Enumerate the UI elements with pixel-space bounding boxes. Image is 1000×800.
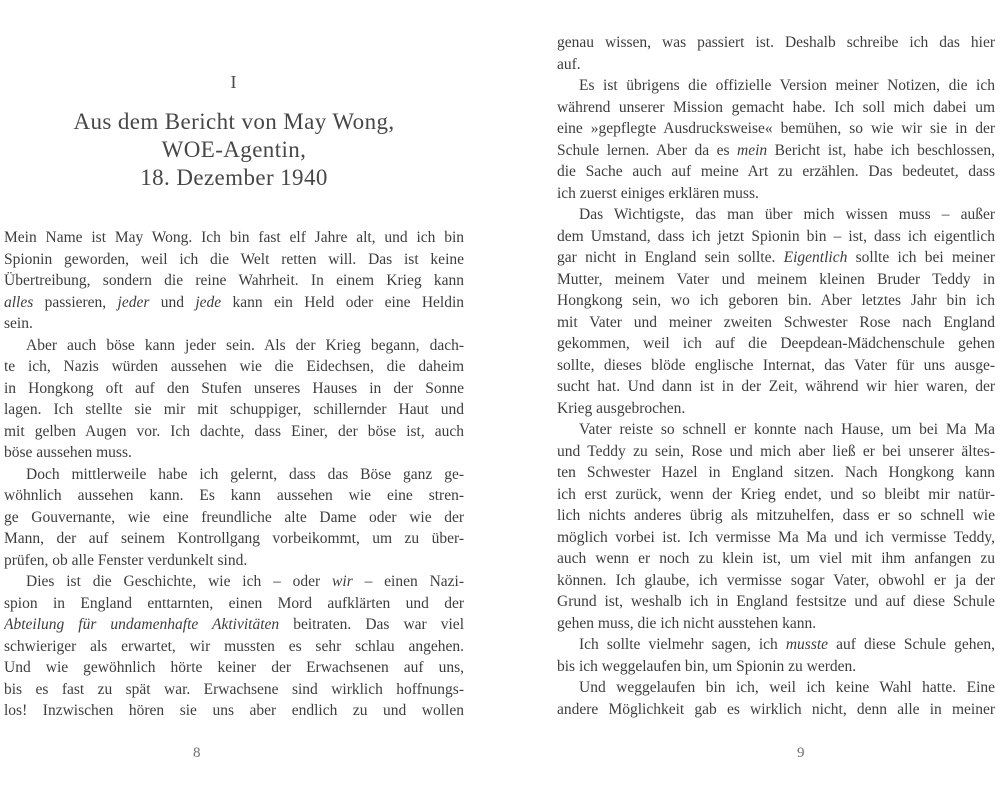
text-line: sollte, dieses blöde englische Internat, das Vater für uns ausge- [557, 356, 995, 374]
text-line: Spionin geworden, weil ich die Welt retten will. Das ist keine [4, 250, 464, 268]
text-line: mit gelben Augen vor. Ich dachte, dass Einer, der böse ist, auch [4, 422, 464, 440]
text-line: eine »gepflegte Ausdrucksweise« bemühen, so wie wir sie in der [557, 120, 995, 137]
text-line: Es ist übrigens die offizielle Version meiner Notizen, die ich [579, 77, 995, 94]
paragraph [4, 571, 464, 722]
text-line: Hongkong sein, wo ich geboren bin. Aber letztes Jahr bin ich [557, 292, 995, 309]
text-line: mit Vater und meiner zweiten Schwester Rose nach England [557, 313, 995, 331]
paragraph [4, 227, 464, 335]
text-line: Aber auch böse kann jeder sein. Als der Krieg begann, dach- [26, 336, 464, 354]
text-line: gehen muss, die ich nicht ausstehen kann. [557, 614, 817, 632]
text-line: Mutter, meinem Vater und meinem kleinen Bruder Teddy in [557, 270, 995, 288]
chapter-title [4, 108, 464, 192]
chapter-title-line-2: WOE-Agentin, [161, 137, 307, 162]
text-line: böse aussehen muss. [4, 444, 132, 461]
paragraph [4, 464, 464, 572]
paragraph [557, 419, 995, 634]
text-line: in Hongkong oft auf den Stufen unseres Hauses in der Sonne [4, 379, 464, 397]
text-line: lagen. Ich stellte sie mir mit schuppiger, schillernder Haut und [4, 401, 464, 418]
text-line: Doch mittlerweile habe ich gelernt, dass das Böse ganz ge- [26, 465, 464, 483]
text-line: ge Gouvernante, wie eine freundliche alte Dame oder wie der [4, 508, 464, 526]
chapter-title-line-1: Aus dem Bericht von May Wong, [73, 109, 395, 134]
text-line: auf. [557, 55, 581, 73]
left-page [4, 0, 464, 800]
text-line: die Sache auch auf meine Art zu erzählen. Das bedeutet, dass [557, 163, 995, 180]
text-line: und Teddy zu sein, Rose und mich aber ließ er bei unserer ältes- [557, 442, 995, 460]
text-line: Übertreibung, sondern die reine Wahrheit. In einem Krieg kann [4, 272, 464, 289]
text-line: Schule lernen. Aber da es mein Bericht ist, habe ich beschlossen, [557, 141, 995, 159]
text-line: ten Schwester Hazel in England sitzen. Nach Hongkong kann [557, 464, 995, 481]
text-line: Und wie gewöhnlich hörte keiner der Erwachsenen auf uns, [4, 659, 464, 676]
text-line: wöhnlich aussehen kann. Es kann aussehen wie eine stren- [4, 487, 464, 504]
text-line: Krieg ausgebrochen. [557, 399, 686, 417]
text-line: lich nichts anderes übrig als mitzuhelfen, dass er so schnell wie [557, 507, 995, 524]
text-line: genau wissen, was passiert ist. Deshalb schreibe ich das hier [557, 34, 995, 51]
text-line: ich erst zurück, wenn der Krieg endet, und so bleibt mir natür- [557, 485, 995, 503]
text-line: gekommen, weil ich auf die Deepdean-Mädchenschule gehen [557, 335, 995, 352]
text-line: können. Ich glaube, ich vermisse sogar Vater, obwohl er ja der [557, 571, 995, 589]
text-line: Dies ist die Geschichte, wie ich – oder wir – einen Nazi- [26, 573, 464, 590]
page-number-left: 8 [193, 745, 201, 761]
text-line: schwieriger als erwartet, wir mussten es sehr schlau angehen. [4, 637, 464, 655]
paragraph [557, 75, 995, 204]
text-line: andere Möglichkeit gab es wirklich nicht, denn alle in meiner [557, 700, 995, 718]
page-number-right: 9 [797, 745, 805, 761]
text-line: Vater reiste so schnell er konnte nach Hause, um bei Ma Ma [579, 421, 995, 438]
text-line: Grund ist, weshalb ich in England festsitze und auf diese Schule [557, 593, 995, 610]
text-line: gar nicht in England sein sollte. Eigentlich sollte ich bei meiner [557, 249, 995, 266]
text-line: dem Umstand, dass ich jetzt Spionin bin – ist, dass ich eigentlich [557, 227, 995, 245]
chapter-title-line-3: 18. Dezember 1940 [140, 165, 328, 190]
text-line: ich zuerst einiges erklären muss. [557, 184, 759, 202]
text-line: Mein Name ist May Wong. Ich bin fast elf Jahre alt, und ich bin [4, 229, 464, 246]
paragraph [557, 634, 995, 677]
text-line: spion in England enttarnten, einen Mord aufklärten und der [4, 594, 464, 612]
text-line: los! Inzwischen hören sie uns aber endlich zu und wollen [4, 702, 464, 719]
text-line: sein. [4, 315, 33, 332]
right-page [557, 0, 995, 800]
text-line: sucht hat. Und dann ist in der Zeit, während wir hier waren, der [557, 378, 995, 395]
text-line: Ich sollte vielmehr sagen, ich musste auf diese Schule gehen, [579, 636, 995, 653]
left-page-body [4, 227, 464, 722]
text-line: alles passieren, jeder und jede kann ein Held oder eine Heldin [4, 293, 464, 311]
right-page-body [557, 32, 995, 720]
text-line: Und weggelaufen bin ich, weil ich keine Wahl hatte. Eine [579, 679, 995, 696]
text-line: auch wenn er noch zu klein ist, um viel mit ihm anfangen zu [557, 550, 995, 567]
text-line: Das Wichtigste, das man über mich wissen muss – außer [579, 206, 995, 223]
text-line: bis ich weggelaufen bin, um Spionin zu werden. [557, 657, 857, 675]
paragraph [557, 204, 995, 419]
chapter-number: I [230, 72, 238, 92]
text-line: bis es fast zu spät war. Erwachsene sind wirklich hoffnungs- [4, 680, 464, 698]
text-line: te ich, Nazis würden aussehen wie die Eidechsen, die daheim [4, 358, 464, 375]
text-line: prüfen, ob alle Fenster verdunkelt sind. [4, 551, 248, 569]
text-line: während unserer Mission gemacht habe. Ich soll mich dabei um [557, 98, 995, 116]
text-line: Mann, der auf seinem Kontrollgang vorbeikommt, um zu über- [4, 530, 464, 547]
paragraph [557, 677, 995, 720]
text-line: Abteilung für undamenhafte Aktivitäten beitraten. Das war viel [4, 616, 464, 633]
paragraph [557, 32, 995, 75]
paragraph [4, 335, 464, 464]
text-line: möglich vorbei ist. Ich vermisse Ma Ma und ich vermisse Teddy, [557, 528, 995, 546]
